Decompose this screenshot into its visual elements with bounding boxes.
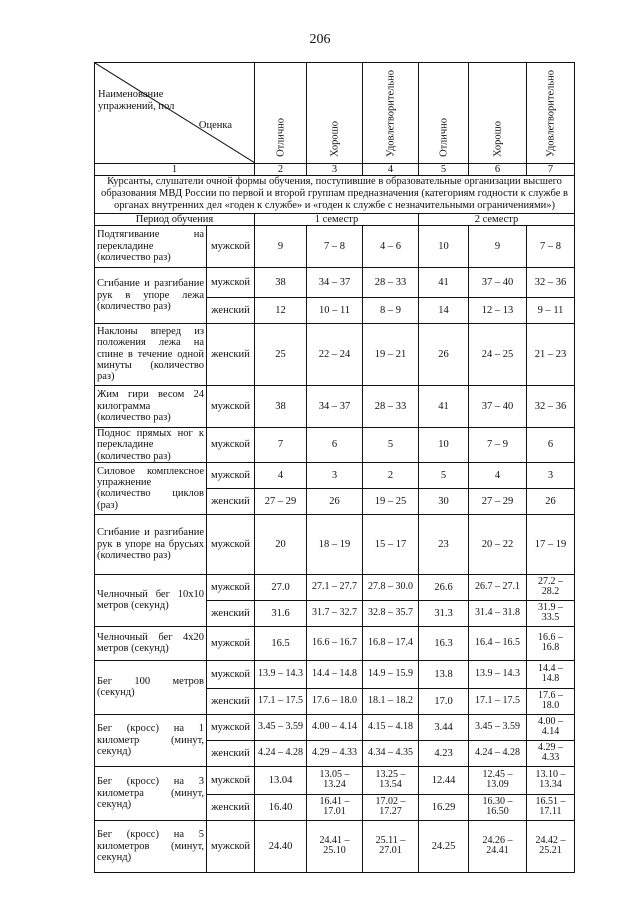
value-cell: 4 xyxy=(255,462,307,488)
value-cell: 17.1 – 17.5 xyxy=(255,688,307,714)
sex-cell: мужской xyxy=(207,514,255,574)
value-cell: 7 – 8 xyxy=(527,225,575,267)
grade-label: Оценка xyxy=(198,119,232,131)
column-number: 7 xyxy=(527,164,575,176)
sex-cell: мужской xyxy=(207,574,255,600)
value-cell: 4.15 – 4.18 xyxy=(363,714,419,740)
value-cell: 14 xyxy=(419,297,469,323)
value-cell: 3.44 xyxy=(419,714,469,740)
sex-cell: женский xyxy=(207,600,255,626)
value-cell: 16.5 xyxy=(255,626,307,660)
table-row xyxy=(95,323,575,385)
value-cell: 15 – 17 xyxy=(363,514,419,574)
value-cell: 17.02 – 17.27 xyxy=(363,794,419,820)
sex-cell: мужской xyxy=(207,714,255,740)
table-row xyxy=(95,660,575,688)
value-cell: 37 – 40 xyxy=(469,385,527,427)
group-title-row xyxy=(95,176,575,213)
value-cell: 14.4 – 14.8 xyxy=(307,660,363,688)
value-cell: 4.23 xyxy=(419,740,469,766)
exercise-name: Бег 100 метров (секунд) xyxy=(95,660,207,714)
sex-cell: мужской xyxy=(207,766,255,794)
value-cell: 27.8 – 30.0 xyxy=(363,574,419,600)
value-cell: 6 xyxy=(527,427,575,462)
value-cell: 32 – 36 xyxy=(527,385,575,427)
value-cell: 18 – 19 xyxy=(307,514,363,574)
column-number: 5 xyxy=(419,164,469,176)
value-cell: 9 – 11 xyxy=(527,297,575,323)
value-cell: 18.1 – 18.2 xyxy=(363,688,419,714)
value-cell: 3 xyxy=(527,462,575,488)
value-cell: 13.9 – 14.3 xyxy=(469,660,527,688)
period-label: Период обучения xyxy=(95,213,255,225)
table-row xyxy=(95,766,575,794)
value-cell: 27.1 – 27.7 xyxy=(307,574,363,600)
value-cell: 34 – 37 xyxy=(307,385,363,427)
value-cell: 16.41 – 17.01 xyxy=(307,794,363,820)
grade-header: Удовлетворительно xyxy=(527,63,575,164)
sex-cell: женский xyxy=(207,488,255,514)
value-cell: 13.9 – 14.3 xyxy=(255,660,307,688)
value-cell: 31.6 xyxy=(255,600,307,626)
value-cell: 5 xyxy=(363,427,419,462)
value-cell: 16.40 xyxy=(255,794,307,820)
value-cell: 5 xyxy=(419,462,469,488)
sex-cell: мужской xyxy=(207,225,255,267)
exercise-name: Подтягивание на перекладине (количество раз) xyxy=(95,225,207,267)
value-cell: 26 xyxy=(419,323,469,385)
value-cell: 25.11 – 27.01 xyxy=(363,820,419,872)
grade-header: Отлично xyxy=(255,63,307,164)
column-number: 2 xyxy=(255,164,307,176)
value-cell: 16.4 – 16.5 xyxy=(469,626,527,660)
value-cell: 24.25 xyxy=(419,820,469,872)
sex-cell: мужской xyxy=(207,626,255,660)
period-row xyxy=(95,213,575,225)
value-cell: 37 – 40 xyxy=(469,267,527,297)
value-cell: 12 xyxy=(255,297,307,323)
value-cell: 26 xyxy=(307,488,363,514)
sex-cell: мужской xyxy=(207,385,255,427)
value-cell: 4.00 – 4.14 xyxy=(307,714,363,740)
value-cell: 24.42 – 25.21 xyxy=(527,820,575,872)
value-cell: 13.05 – 13.24 xyxy=(307,766,363,794)
table-row xyxy=(95,462,575,488)
value-cell: 3.45 – 3.59 xyxy=(255,714,307,740)
sex-cell: женский xyxy=(207,740,255,766)
sex-cell: мужской xyxy=(207,462,255,488)
sex-cell: мужской xyxy=(207,660,255,688)
value-cell: 28 – 33 xyxy=(363,267,419,297)
value-cell: 17.1 – 17.5 xyxy=(469,688,527,714)
value-cell: 9 xyxy=(469,225,527,267)
value-cell: 13.25 – 13.54 xyxy=(363,766,419,794)
value-cell: 24.41 – 25.10 xyxy=(307,820,363,872)
value-cell: 24.26 – 24.41 xyxy=(469,820,527,872)
exercise-gender-label: Наименование упражнений, пол xyxy=(98,89,175,113)
sex-cell: женский xyxy=(207,688,255,714)
value-cell: 4.29 – 4.33 xyxy=(307,740,363,766)
value-cell: 16.29 xyxy=(419,794,469,820)
value-cell: 7 – 8 xyxy=(307,225,363,267)
value-cell: 12 – 13 xyxy=(469,297,527,323)
value-cell: 23 xyxy=(419,514,469,574)
value-cell: 16.6 – 16.8 xyxy=(527,626,575,660)
value-cell: 13.10 – 13.34 xyxy=(527,766,575,794)
table-row xyxy=(95,385,575,427)
value-cell: 22 – 24 xyxy=(307,323,363,385)
table-row xyxy=(95,514,575,574)
value-cell: 10 xyxy=(419,225,469,267)
header-row xyxy=(95,63,575,164)
table-row xyxy=(95,427,575,462)
value-cell: 9 xyxy=(255,225,307,267)
table-row xyxy=(95,225,575,267)
exercise-name: Бег (кросс) на 3 километра (минут, секунд) xyxy=(95,766,207,820)
value-cell: 4 – 6 xyxy=(363,225,419,267)
value-cell: 24.40 xyxy=(255,820,307,872)
value-cell: 28 – 33 xyxy=(363,385,419,427)
value-cell: 17 – 19 xyxy=(527,514,575,574)
value-cell: 27 – 29 xyxy=(255,488,307,514)
column-number: 3 xyxy=(307,164,363,176)
value-cell: 26 xyxy=(527,488,575,514)
sex-cell: мужской xyxy=(207,427,255,462)
value-cell: 10 – 11 xyxy=(307,297,363,323)
value-cell: 10 xyxy=(419,427,469,462)
value-cell: 7 – 9 xyxy=(469,427,527,462)
value-cell: 16.30 – 16.50 xyxy=(469,794,527,820)
value-cell: 12.45 – 13.09 xyxy=(469,766,527,794)
exercise-name: Жим гири весом 24 килограмма (количество раз) xyxy=(95,385,207,427)
value-cell: 14.9 – 15.9 xyxy=(363,660,419,688)
grade-header: Хорошо xyxy=(307,63,363,164)
table-row xyxy=(95,267,575,297)
value-cell: 4.24 – 4.28 xyxy=(255,740,307,766)
column-number-row xyxy=(95,164,575,176)
value-cell: 16.8 – 17.4 xyxy=(363,626,419,660)
grade-header: Хорошо xyxy=(469,63,527,164)
header-corner-cell xyxy=(95,63,255,164)
value-cell: 6 xyxy=(307,427,363,462)
value-cell: 27 – 29 xyxy=(469,488,527,514)
grade-header: Удовлетворительно xyxy=(363,63,419,164)
value-cell: 4.34 – 4.35 xyxy=(363,740,419,766)
value-cell: 27.2 – 28.2 xyxy=(527,574,575,600)
column-number: 6 xyxy=(469,164,527,176)
value-cell: 26.6 xyxy=(419,574,469,600)
value-cell: 38 xyxy=(255,267,307,297)
value-cell: 26.7 – 27.1 xyxy=(469,574,527,600)
value-cell: 12.44 xyxy=(419,766,469,794)
exercise-name: Наклоны вперед из положения лежа на спине в течение одной минуты (количество раз) xyxy=(95,323,207,385)
column-number: 4 xyxy=(363,164,419,176)
value-cell: 19 – 25 xyxy=(363,488,419,514)
value-cell: 16.51 – 17.11 xyxy=(527,794,575,820)
value-cell: 20 – 22 xyxy=(469,514,527,574)
sex-cell: женский xyxy=(207,323,255,385)
value-cell: 7 xyxy=(255,427,307,462)
value-cell: 4.24 – 4.28 xyxy=(469,740,527,766)
value-cell: 14.4 – 14.8 xyxy=(527,660,575,688)
value-cell: 3.45 – 3.59 xyxy=(469,714,527,740)
table-row xyxy=(95,820,575,872)
column-number: 1 xyxy=(95,164,255,176)
value-cell: 32.8 – 35.7 xyxy=(363,600,419,626)
page-number: 206 xyxy=(309,32,331,47)
value-cell: 31.7 – 32.7 xyxy=(307,600,363,626)
value-cell: 4 xyxy=(469,462,527,488)
value-cell: 4.29 – 4.33 xyxy=(527,740,575,766)
table-row xyxy=(95,626,575,660)
value-cell: 38 xyxy=(255,385,307,427)
value-cell: 17.0 xyxy=(419,688,469,714)
exercise-name: Бег (кросс) на 5 километров (минут, секунд) xyxy=(95,820,207,872)
grade-header: Отлично xyxy=(419,63,469,164)
value-cell: 21 – 23 xyxy=(527,323,575,385)
exercise-name: Челночный бег 4х20 метров (секунд) xyxy=(95,626,207,660)
semester-2-label: 2 семестр xyxy=(419,213,575,225)
value-cell: 27.0 xyxy=(255,574,307,600)
exercise-name: Бег (кросс) на 1 километр (минут, секунд) xyxy=(95,714,207,766)
value-cell: 25 xyxy=(255,323,307,385)
table-row xyxy=(95,714,575,740)
semester-1-label: 1 семестр xyxy=(255,213,419,225)
exercise-name: Силовое комплексное упражнение (количество циклов (раз) xyxy=(95,462,207,514)
sex-cell: мужской xyxy=(207,820,255,872)
exercise-name: Сгибание и разгибание рук в упоре на брусьях (количество раз) xyxy=(95,514,207,574)
exercise-name: Челночный бег 10х10 метров (секунд) xyxy=(95,574,207,626)
sex-cell: женский xyxy=(207,794,255,820)
value-cell: 41 xyxy=(419,385,469,427)
exercise-name: Сгибание и разгибание рук в упоре лежа (количество раз) xyxy=(95,267,207,323)
value-cell: 13.8 xyxy=(419,660,469,688)
value-cell: 31.4 – 31.8 xyxy=(469,600,527,626)
value-cell: 19 – 21 xyxy=(363,323,419,385)
value-cell: 31.9 – 33.5 xyxy=(527,600,575,626)
norms-table xyxy=(94,62,575,873)
value-cell: 3 xyxy=(307,462,363,488)
value-cell: 13.04 xyxy=(255,766,307,794)
value-cell: 17.6 – 18.0 xyxy=(307,688,363,714)
value-cell: 31.3 xyxy=(419,600,469,626)
value-cell: 34 – 37 xyxy=(307,267,363,297)
sex-cell: мужской xyxy=(207,267,255,297)
exercise-name: Поднос прямых ног к перекладине (количество раз) xyxy=(95,427,207,462)
value-cell: 41 xyxy=(419,267,469,297)
value-cell: 8 – 9 xyxy=(363,297,419,323)
value-cell: 16.6 – 16.7 xyxy=(307,626,363,660)
value-cell: 4.00 – 4.14 xyxy=(527,714,575,740)
value-cell: 2 xyxy=(363,462,419,488)
value-cell: 32 – 36 xyxy=(527,267,575,297)
group-title: Курсанты, слушатели очной формы обучения, поступившие в образовательные организации высшего образования МВД России по первой и второй группам предназначения (категориям годности к службе в органах внутренних дел «годен к службе» и «годен к службе с незначительными ограничениями») xyxy=(95,176,575,213)
value-cell: 20 xyxy=(255,514,307,574)
value-cell: 16.3 xyxy=(419,626,469,660)
value-cell: 30 xyxy=(419,488,469,514)
sex-cell: женский xyxy=(207,297,255,323)
table-row xyxy=(95,574,575,600)
value-cell: 24 – 25 xyxy=(469,323,527,385)
value-cell: 17.6 – 18.0 xyxy=(527,688,575,714)
